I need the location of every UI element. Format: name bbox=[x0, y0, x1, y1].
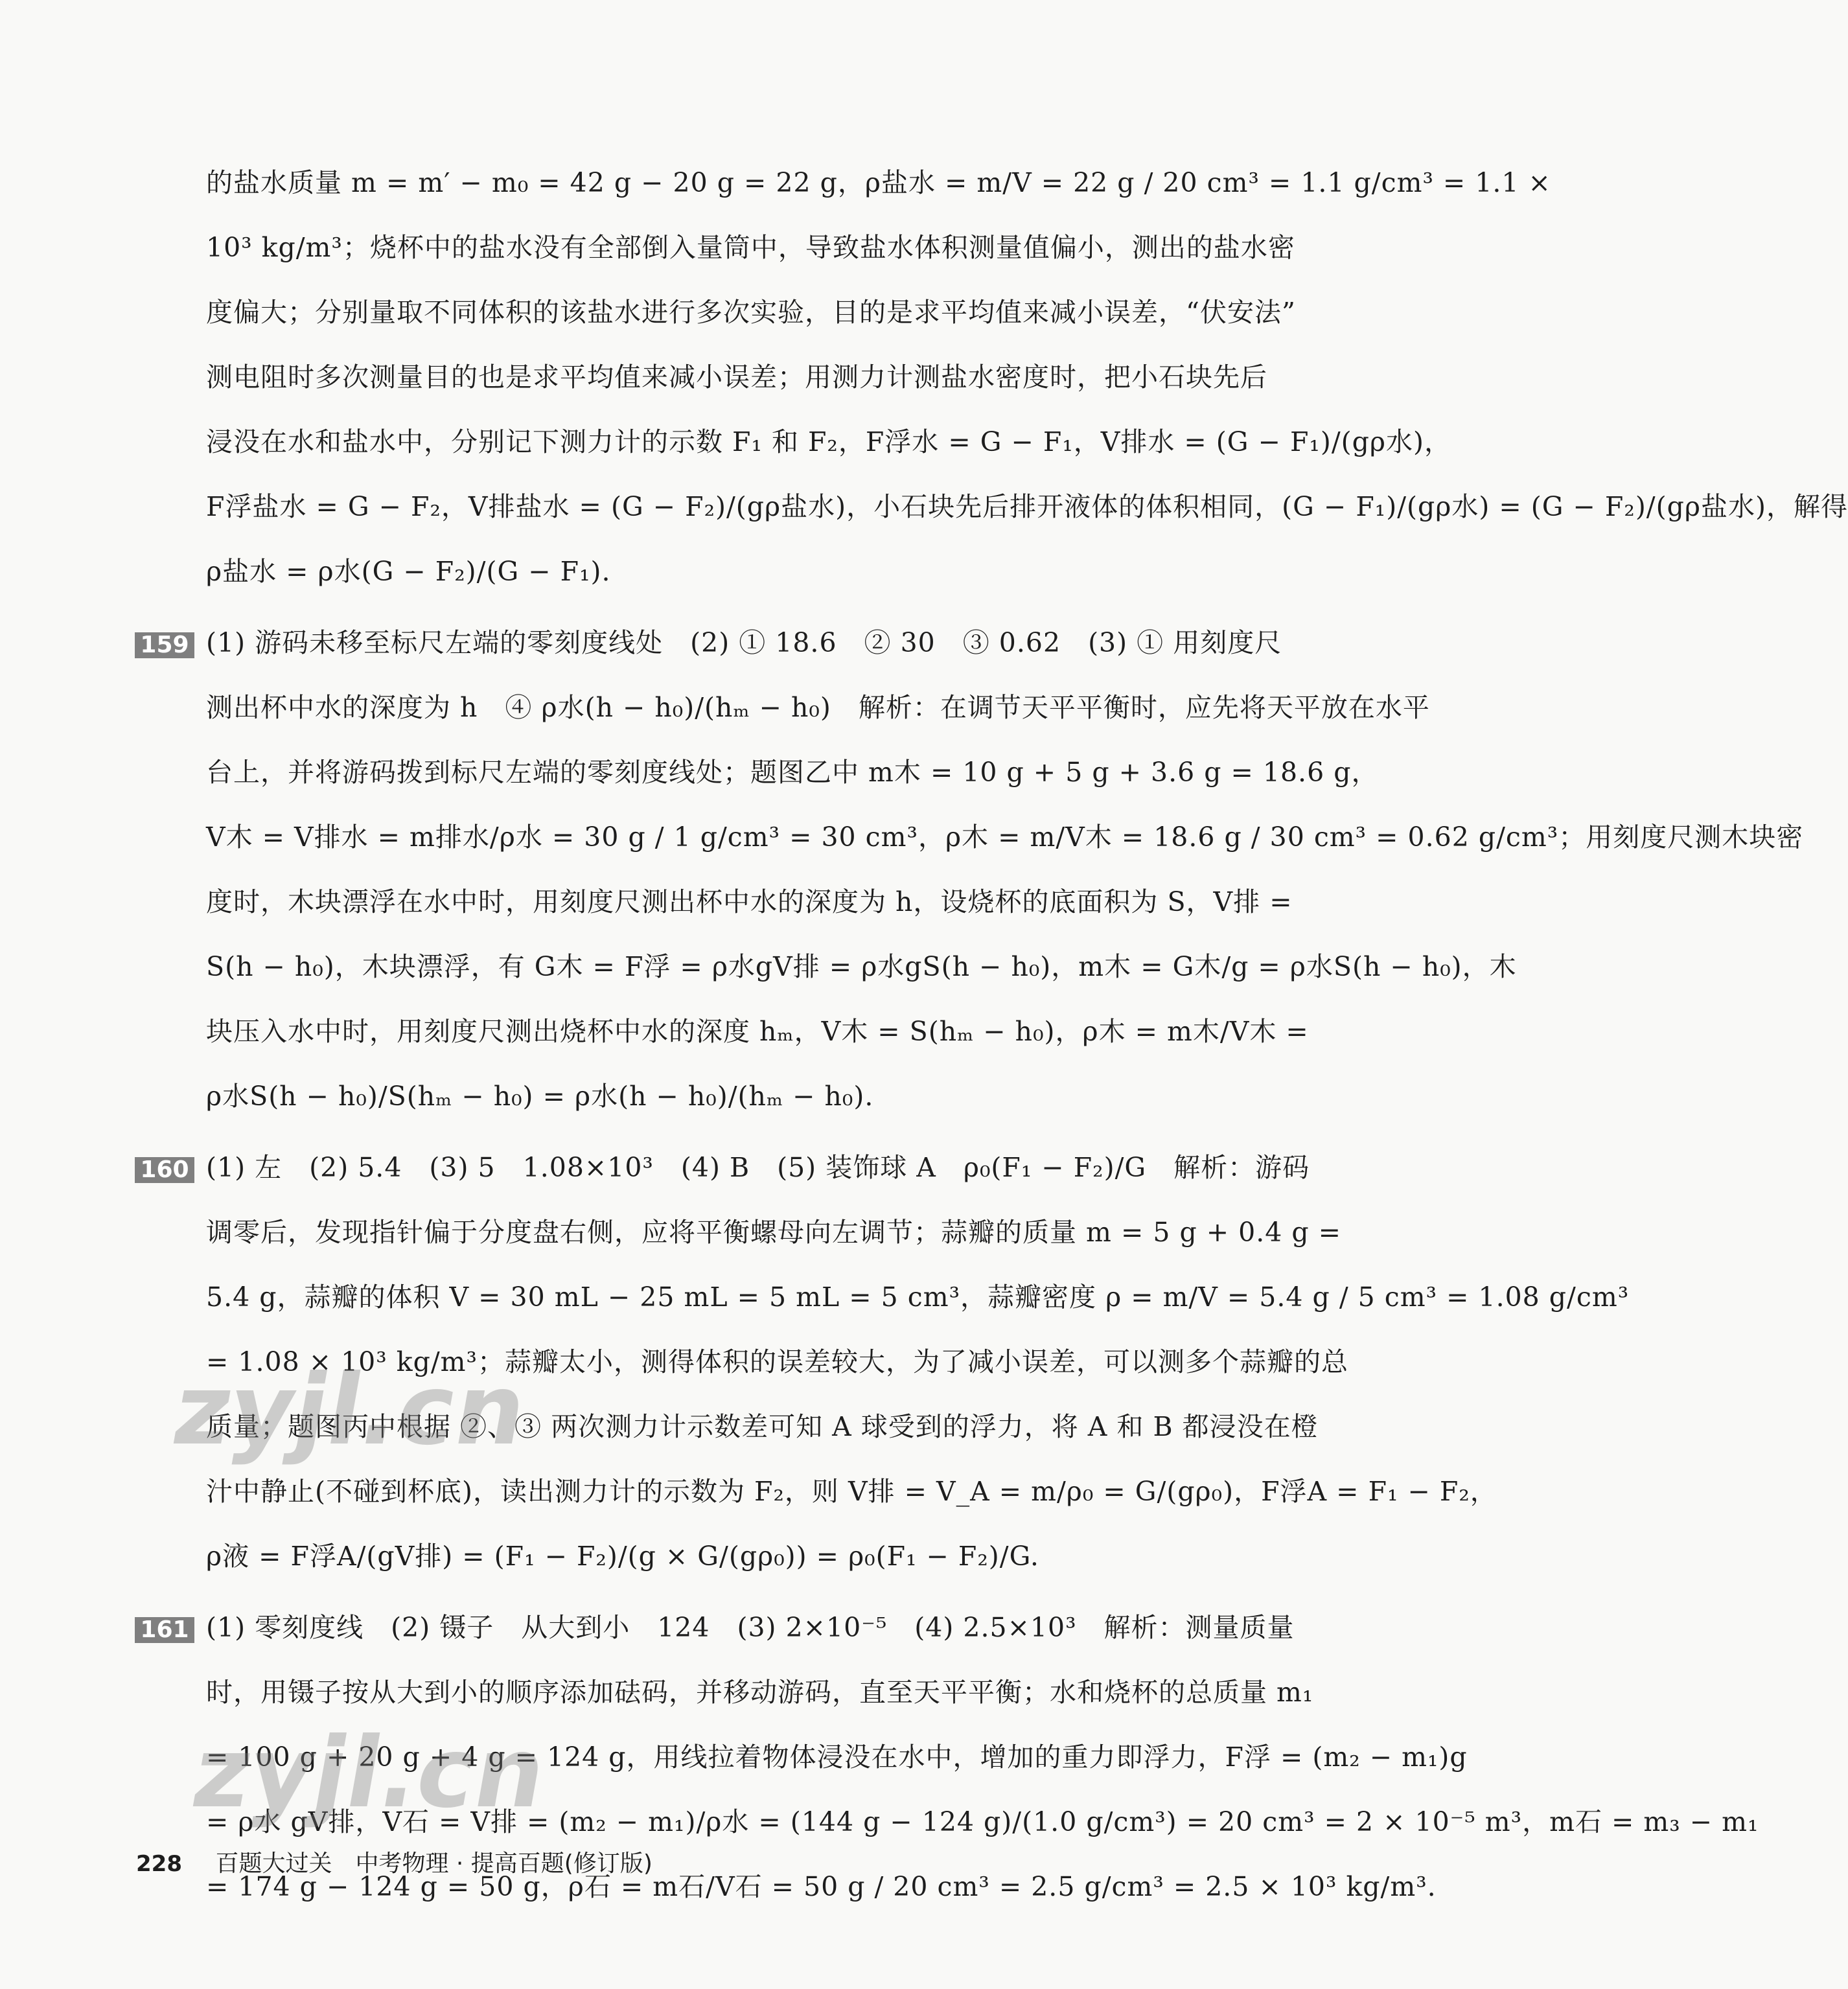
text-line: (1) 零刻度线 (2) 镊子 从大到小 124 (3) 2×10⁻⁵ (4) 2.5×10³ 解析：测量质量 bbox=[206, 1612, 1295, 1643]
book-title: 百题大过关 中考物理 · 提高百题(修订版) bbox=[215, 1850, 653, 1877]
text-line: 10³ kg/m³；烧杯中的盐水没有全部倒入量筒中，导致盐水体积测量值偏小，测出的盐水密 bbox=[206, 232, 1295, 263]
text-line: 质量；题图丙中根据 ②、③ 两次测力计示数差可知 A 球受到的浮力，将 A 和 B 都浸没在橙 bbox=[206, 1411, 1319, 1442]
text-line: 度时，木块漂浮在水中时，用刻度尺测出杯中水的深度为 h，设烧杯的底面积为 S，V排 = bbox=[206, 886, 1293, 917]
text-line: 测电阻时多次测量目的也是求平均值来减小误差；用测力计测盐水密度时，把小石块先后 bbox=[206, 362, 1267, 393]
text-line: (1) 左 (2) 5.4 (3) 5 1.08×10³ (4) B (5) 装饰球 A ρ₀(F₁ − F₂)/G 解析：游码 bbox=[206, 1152, 1310, 1183]
text-line: = ρ水 gV排，V石 = V排 = (m₂ − m₁)/ρ水 = (144 g − 124 g)/(1.0 g/cm³) = 20 cm³ = 2 × 10⁻⁵ m³，m石 = m₃ − m₁ bbox=[206, 1806, 1759, 1837]
text-line: 汁中静止(不碰到杯底)，读出测力计的示数为 F₂，则 V排 = V_A = m/ρ₀ = G/(gρ₀)，F浮A = F₁ − F₂， bbox=[206, 1476, 1497, 1507]
answer-entry-159 bbox=[140, 610, 1804, 1129]
text-line: = 1.08 × 10³ kg/m³；蒜瓣太小，测得体积的误差较大，为了减小误差，可以测多个蒜瓣的总 bbox=[206, 1346, 1348, 1377]
text-line: 块压入水中时，用刻度尺测出烧杯中水的深度 hₘ，V木 = S(hₘ − h₀)，ρ木 = m木/V木 = bbox=[206, 1016, 1309, 1047]
text-line: ρ液 = F浮A/(gV排) = (F₁ − F₂)/(g × G/(gρ₀)) = ρ₀(F₁ − F₂)/G. bbox=[206, 1541, 1039, 1572]
text-line: = 100 g + 20 g + 4 g = 124 g，用线拉着物体浸没在水中，增加的重力即浮力，F浮 = (m₂ − m₁)g bbox=[206, 1742, 1468, 1773]
text-line: ρ水S(h − h₀)/S(hₘ − h₀) = ρ水(h − h₀)/(hₘ − h₀). bbox=[206, 1081, 874, 1112]
page-number: 228 bbox=[136, 1851, 182, 1877]
page-footer bbox=[136, 1845, 653, 1878]
text-line: 的盐水质量 m = m′ − m₀ = 42 g − 20 g = 22 g，ρ盐水 = m/V = 22 g / 20 cm³ = 1.1 g/cm³ = 1.1 × bbox=[206, 167, 1551, 198]
question-number-badge: 161 bbox=[135, 1617, 194, 1643]
text-line: 测出杯中水的深度为 h ④ ρ水(h − h₀)/(hₘ − h₀) 解析：在调节天平平衡时，应先将天平放在水平 bbox=[206, 692, 1430, 723]
text-line: ρ盐水 = ρ水(G − F₂)/(G − F₁). bbox=[206, 556, 611, 587]
text-line: 5.4 g，蒜瓣的体积 V = 30 mL − 25 mL = 5 mL = 5 cm³，蒜瓣密度 ρ = m/V = 5.4 g / 5 cm³ = 1.08 g/cm³ bbox=[206, 1282, 1630, 1313]
text-line: V木 = V排水 = m排水/ρ水 = 30 g / 1 g/cm³ = 30 cm³，ρ木 = m/V木 = 18.6 g / 30 cm³ = 0.62 g/cm³；用刻度尺测木块密 bbox=[206, 822, 1804, 853]
question-number-badge: 160 bbox=[135, 1157, 194, 1183]
intro-block bbox=[206, 150, 1848, 604]
text-line: 时，用镊子按从大到小的顺序添加砝码，并移动游码，直至天平平衡；水和烧杯的总质量 m₁ bbox=[206, 1677, 1314, 1708]
answer-entry-160 bbox=[140, 1135, 1630, 1589]
text-line: 浸没在水和盐水中，分别记下测力计的示数 F₁ 和 F₂，F浮水 = G − F₁，V排水 = (G − F₁)/(gρ水)， bbox=[206, 426, 1452, 457]
text-line: 台上，并将游码拨到标尺左端的零刻度线处；题图乙中 m木 = 10 g + 5 g + 3.6 g = 18.6 g， bbox=[206, 757, 1379, 788]
watermark: zyjl.cn bbox=[184, 1717, 555, 1830]
text-line: 度偏大；分别量取不同体积的该盐水进行多次实验，目的是求平均值来减小误差，“伏安法” bbox=[206, 297, 1296, 328]
text-line: (1) 游码未移至标尺左端的零刻度线处 (2) ① 18.6 ② 30 ③ 0.62 (3) ① 用刻度尺 bbox=[206, 627, 1282, 658]
text-line: = 174 g − 124 g = 50 g，ρ石 = m石/V石 = 50 g / 20 cm³ = 2.5 g/cm³ = 2.5 × 10³ kg/m³. bbox=[206, 1871, 1437, 1902]
text-line: 调零后，发现指针偏于分度盘右侧，应将平衡螺母向左调节；蒜瓣的质量 m = 5 g + 0.4 g = bbox=[206, 1217, 1341, 1248]
text-line: F浮盐水 = G − F₂，V排盐水 = (G − F₂)/(gρ盐水)，小石块先后排开液体的体积相同，(G − F₁)/(gρ水) = (G − F₂)/(gρ盐水)，解得 bbox=[206, 491, 1848, 522]
watermark: zyjl.cn bbox=[165, 1354, 535, 1467]
text-line: S(h − h₀)，木块漂浮，有 G木 = F浮 = ρ水gV排 = ρ水gS(h − h₀)，m木 = G木/g = ρ水S(h − h₀)，木 bbox=[206, 951, 1517, 982]
question-number-badge: 159 bbox=[135, 632, 194, 658]
